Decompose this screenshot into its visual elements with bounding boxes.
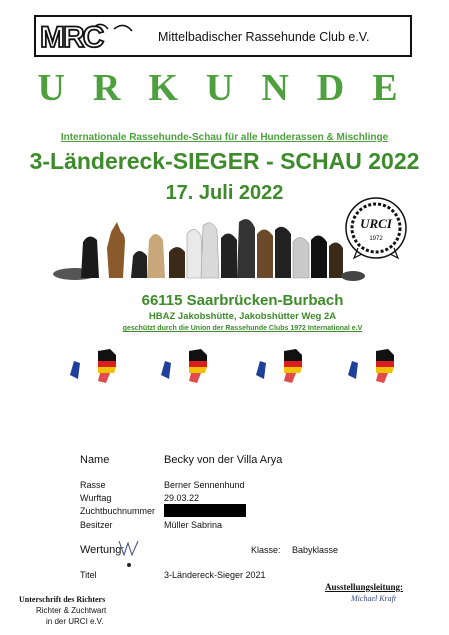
judge-signature-label: Unterschrift des Richters bbox=[19, 595, 106, 604]
ink-dot bbox=[127, 563, 131, 567]
owner-value: Müller Sabrina bbox=[164, 520, 223, 530]
manager-name: Michael Kraft bbox=[351, 594, 397, 603]
title-value: 3-Ländereck-Sieger 2021 bbox=[164, 570, 266, 580]
judge-role-line2: in der URCI e.V. bbox=[46, 617, 104, 626]
name-label: Name bbox=[80, 454, 110, 466]
rating-handwriting bbox=[117, 538, 147, 558]
logo-text: MRC bbox=[40, 21, 103, 54]
breed-value: Berner Sennenhund bbox=[164, 480, 245, 490]
class-label: Klasse: bbox=[251, 545, 281, 555]
seal-year: 1972 bbox=[369, 236, 383, 242]
dog-name: Becky von der Villa Arya bbox=[164, 454, 283, 466]
rating-label: Wertung: bbox=[80, 544, 125, 556]
class-value: Babyklasse bbox=[292, 545, 339, 555]
dog-group-image bbox=[53, 212, 365, 282]
event-venue: HBAZ Jakobshütte, Jakobshütter Weg 2A bbox=[148, 311, 337, 322]
certificate-title: URKUNDE bbox=[37, 67, 426, 109]
birth-value: 29.03.22 bbox=[164, 493, 200, 503]
three-country-map-icon bbox=[342, 345, 398, 385]
event-location: 66115 Saarbrücken-Burbach bbox=[141, 292, 344, 309]
protection-note: geschützt durch die Union der Rassehunde Clubs 1972 International e.V bbox=[122, 325, 363, 332]
studbook-redaction bbox=[164, 504, 246, 517]
three-country-map-icon bbox=[155, 345, 211, 385]
club-logo-icon bbox=[36, 17, 154, 55]
breed-label: Rasse bbox=[80, 480, 106, 490]
three-country-map-icon bbox=[250, 345, 306, 385]
show-name: 3-Ländereck-SIEGER - SCHAU 2022 bbox=[29, 148, 420, 174]
three-country-map-icon bbox=[64, 345, 120, 385]
judge-role-line1: Richter & Zuchtwart bbox=[36, 606, 107, 615]
title-label: Titel bbox=[80, 570, 97, 580]
club-name: Mittelbadischer Rassehunde Club e.V. bbox=[158, 30, 370, 44]
studbook-label: Zuchtbuchnummer bbox=[80, 506, 156, 516]
urci-seal-icon bbox=[344, 196, 408, 260]
owner-label: Besitzer bbox=[80, 520, 113, 530]
seal-text: URCI bbox=[360, 216, 392, 231]
show-date: 17. Juli 2022 bbox=[165, 182, 284, 204]
birth-label: Wurftag bbox=[80, 493, 112, 503]
exhibition-management-label: Ausstellungsleitung: bbox=[325, 582, 404, 592]
event-subtitle: Internationale Rassehunde-Schau für alle Hunderassen & Mischlinge bbox=[60, 132, 389, 143]
